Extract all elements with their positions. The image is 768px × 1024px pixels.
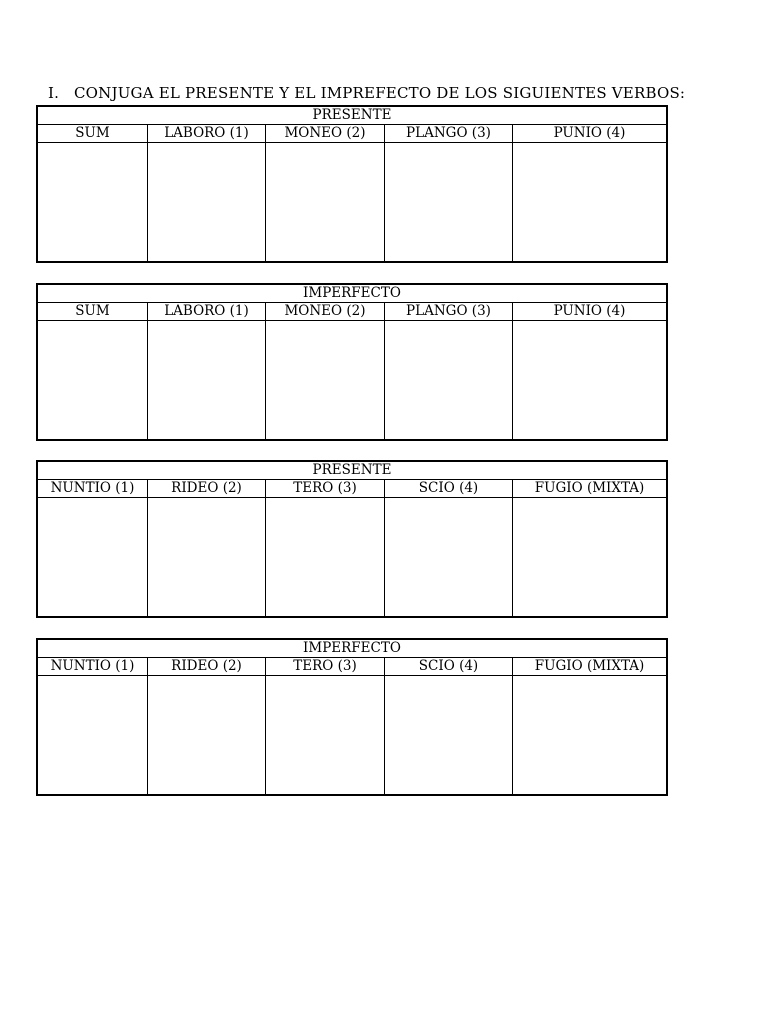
answer-cell[interactable]	[385, 676, 513, 794]
answer-row	[38, 498, 666, 616]
table-header-row	[38, 480, 666, 498]
answer-cell[interactable]	[38, 143, 148, 261]
answer-cell[interactable]	[513, 143, 666, 261]
answer-cell[interactable]	[513, 321, 666, 439]
exercise-number: I.	[48, 84, 60, 102]
answer-cell[interactable]	[266, 676, 385, 794]
conjugation-table-presente-2	[36, 460, 668, 618]
answer-cell[interactable]	[148, 321, 266, 439]
column-header: FUGIO (MIXTA)	[534, 480, 645, 496]
answer-cell[interactable]	[148, 143, 266, 261]
answer-row	[38, 321, 666, 439]
answer-cell[interactable]	[513, 498, 666, 616]
answer-cell[interactable]	[266, 143, 385, 261]
column-header: PLANGO (3)	[385, 303, 513, 320]
column-header: FUGIO (MIXTA)	[534, 658, 645, 674]
column-header: RIDEO (2)	[148, 658, 266, 675]
answer-cell[interactable]	[513, 676, 666, 794]
table-header-row	[38, 303, 666, 321]
answer-cell[interactable]	[38, 321, 148, 439]
conjugation-table-imperfecto-2	[36, 638, 668, 796]
column-header: MONEO (2)	[266, 303, 385, 320]
answer-cell[interactable]	[38, 676, 148, 794]
table-title: PRESENTE	[38, 462, 666, 480]
column-header: NUNTIO (1)	[38, 480, 148, 497]
answer-cell[interactable]	[148, 498, 266, 616]
column-header: MONEO (2)	[266, 125, 385, 142]
table-title: IMPERFECTO	[38, 640, 666, 658]
table-header-row	[38, 125, 666, 143]
table-header-row	[38, 658, 666, 676]
answer-cell[interactable]	[266, 498, 385, 616]
answer-row	[38, 676, 666, 794]
column-header: SUM	[38, 303, 148, 320]
conjugation-table-presente-1	[36, 105, 668, 263]
column-header: PUNIO (4)	[553, 125, 626, 141]
column-header: RIDEO (2)	[148, 480, 266, 497]
table-title: PRESENTE	[38, 107, 666, 125]
answer-cell[interactable]	[385, 321, 513, 439]
conjugation-table-imperfecto-1	[36, 283, 668, 441]
column-header: SCIO (4)	[385, 480, 513, 497]
answer-cell[interactable]	[266, 321, 385, 439]
table-title: IMPERFECTO	[38, 285, 666, 303]
column-header: LABORO (1)	[148, 303, 266, 320]
column-header: TERO (3)	[266, 658, 385, 675]
column-header: PUNIO (4)	[553, 303, 626, 319]
answer-cell[interactable]	[148, 676, 266, 794]
column-header: LABORO (1)	[148, 125, 266, 142]
column-header: TERO (3)	[266, 480, 385, 497]
column-header: SCIO (4)	[385, 658, 513, 675]
answer-cell[interactable]	[38, 498, 148, 616]
answer-cell[interactable]	[385, 143, 513, 261]
column-header: SUM	[38, 125, 148, 142]
answer-cell[interactable]	[385, 498, 513, 616]
exercise-text: CONJUGA EL PRESENTE Y EL IMPREFECTO DE LOS SIGUIENTES VERBOS:	[74, 84, 686, 102]
answer-row	[38, 143, 666, 261]
exercise-instruction	[48, 84, 685, 102]
column-header: NUNTIO (1)	[38, 658, 148, 675]
column-header: PLANGO (3)	[385, 125, 513, 142]
